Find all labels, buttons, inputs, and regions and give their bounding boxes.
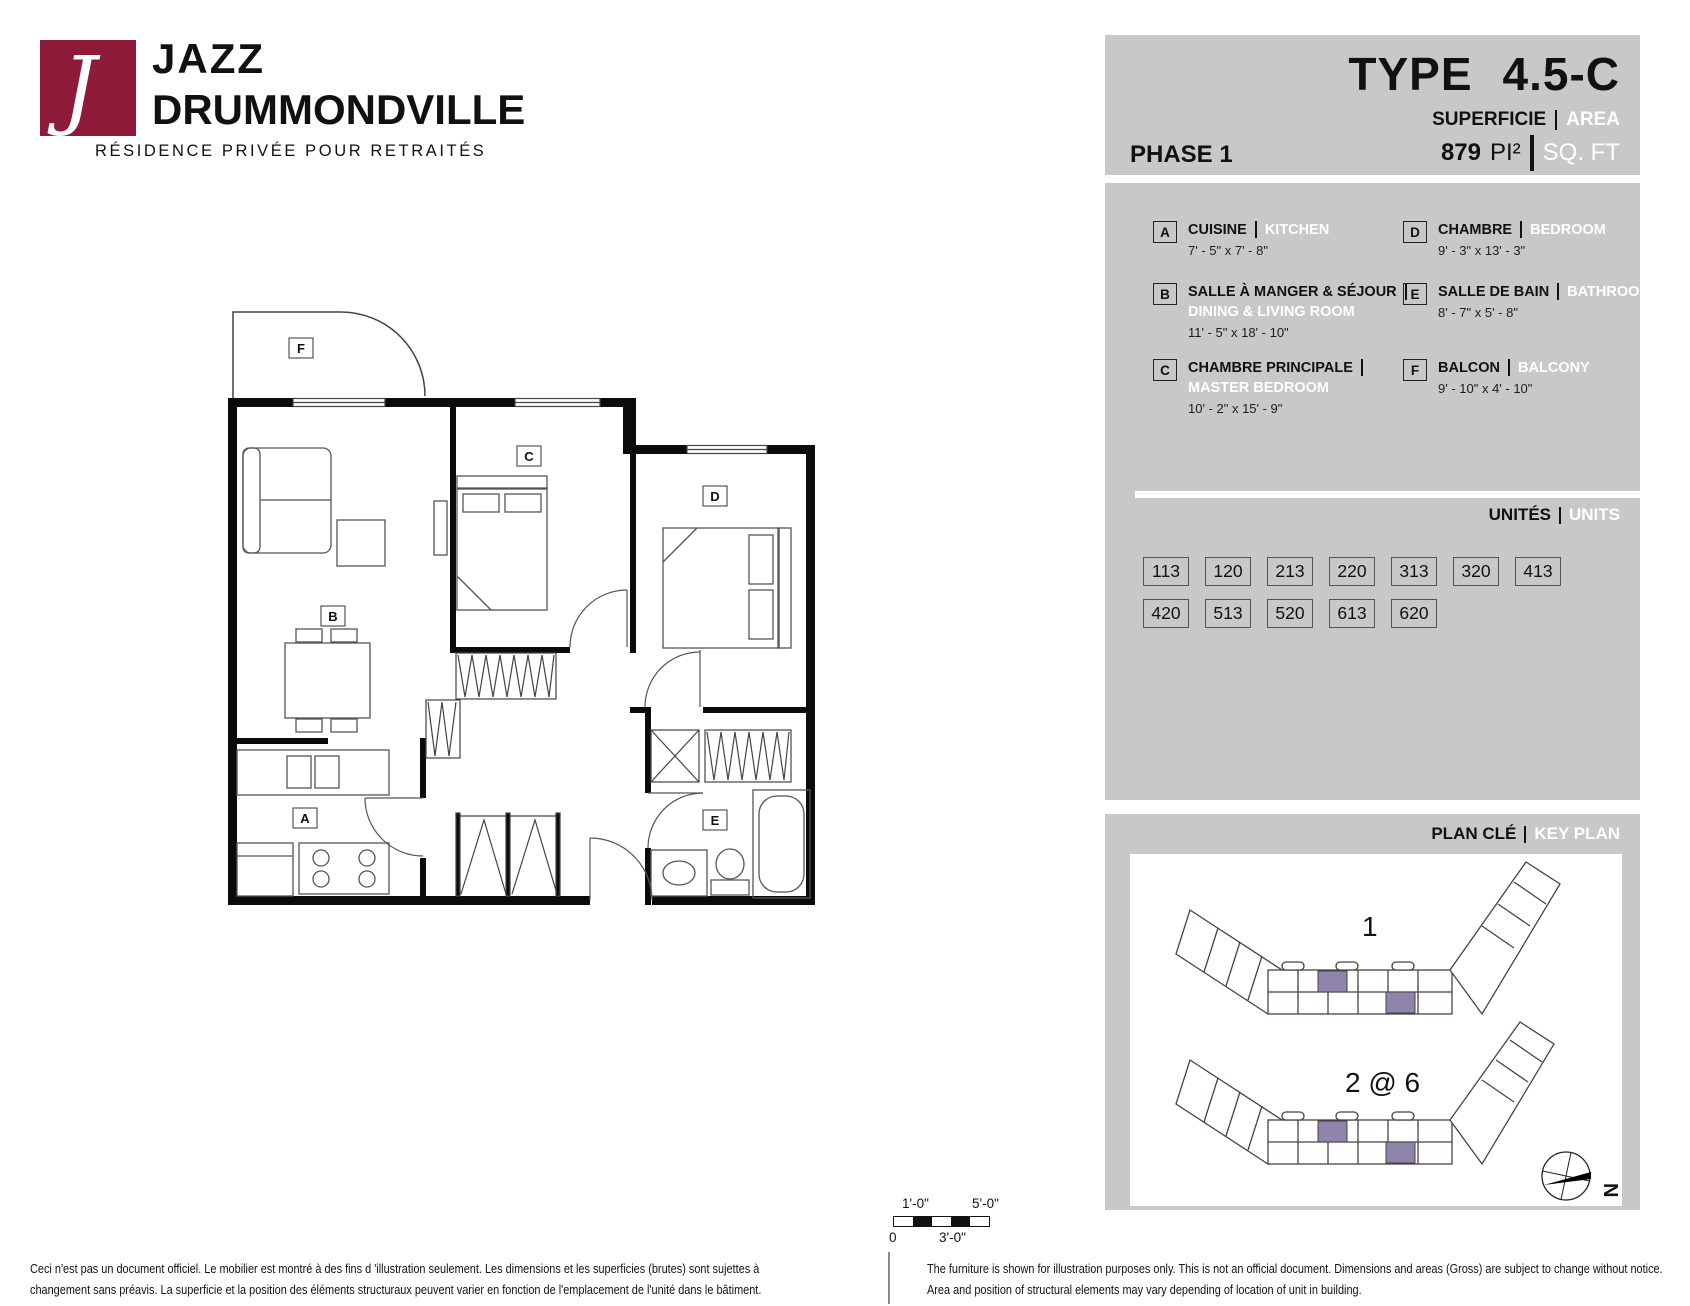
logo-name: [152, 35, 526, 133]
dining-table: [285, 643, 370, 718]
highlighted-unit: [1386, 1142, 1415, 1163]
units-title-fr: UNITÉS: [1488, 505, 1551, 524]
disclaimer-english-line1: The furniture is shown for illustration purposes only. This is not an official document. Dimensions and areas (Gross) are subject to change without notice.: [927, 1261, 1663, 1276]
header-panel: [1105, 35, 1640, 175]
unit-613: 613: [1329, 599, 1375, 628]
room-label-bedroom: D: [710, 489, 720, 504]
legend-item-bedroom: [1403, 221, 1606, 258]
logo-tagline: RÉSIDENCE PRIVÉE POUR RETRAITÉS: [95, 142, 487, 160]
separator-bar: [1255, 221, 1257, 238]
area-line: [1441, 135, 1620, 171]
room-label-master-bedroom: C: [524, 449, 534, 464]
room-labels: [289, 338, 727, 830]
room-label-kitchen: A: [300, 811, 310, 826]
room-label-bathroom: E: [710, 813, 720, 828]
building-1-label: 1: [1362, 911, 1378, 942]
legend-fr-kitchen: CUISINE: [1188, 221, 1247, 238]
separator-bar: [1555, 110, 1557, 130]
logo-name-line1: JAZZ: [152, 35, 265, 82]
scale-bar-strip: [893, 1216, 990, 1227]
area-value: 879: [1440, 139, 1481, 166]
legend-item-kitchen: [1153, 221, 1329, 258]
fridge: [237, 843, 293, 896]
keyplan-panel: [1105, 814, 1640, 1210]
keyplan-title: [1431, 824, 1620, 844]
unit-620: 620: [1391, 599, 1437, 628]
bed: [663, 528, 779, 648]
scale-label-1ft: 1'-0": [902, 1196, 929, 1211]
legend-item-bathroom: [1403, 283, 1651, 320]
keyplan-title-en: KEY PLAN: [1534, 824, 1620, 843]
legend-dims-bedroom: 9' - 3" x 13' - 3": [1438, 243, 1526, 258]
unit-213: 213: [1267, 557, 1313, 586]
area-unit-en: SQ. FT: [1542, 139, 1620, 166]
disclaimer-english-line2: Area and position of structural elements may vary depending of location of unit in building.: [927, 1282, 1362, 1297]
legend-panel: [1105, 183, 1652, 800]
tv-console: [434, 501, 447, 555]
logo-name-line2: DRUMMONDVILLE: [152, 86, 526, 133]
room-label-balcony: F: [297, 341, 305, 356]
disclaimer-french-line1: Ceci n'est pas un document officiel. Le mobilier est montré à des fins d 'illustration seulement. Les dimensions et les superficies (brutes) sont sujettes à: [30, 1261, 760, 1276]
logo-monogram-icon: [40, 40, 136, 136]
legend-en-dining-living: DINING & LIVING ROOM: [1188, 304, 1355, 320]
legend-dims-balcony: 9' - 10" x 4' - 10": [1438, 381, 1533, 396]
stove: [299, 843, 389, 894]
white-divider: [1135, 491, 1640, 498]
floor-plan-drawing: [225, 298, 820, 912]
legend-dims-dining-living: 11' - 5" x 18' - 10": [1188, 325, 1289, 340]
legend-key-f: F: [1403, 359, 1427, 381]
scale-label-0: 0: [889, 1230, 897, 1245]
legend-item-master-bedroom: [1153, 359, 1363, 416]
legend-item-dining-living: [1153, 283, 1407, 340]
separator-bar: [1557, 283, 1559, 300]
logo-monogram-letter: J: [62, 40, 97, 136]
superficie-line: [1432, 109, 1620, 131]
unit-413: 413: [1515, 557, 1561, 586]
legend-en-bedroom: BEDROOM: [1530, 221, 1606, 238]
legend-en-bathroom: BATHROOM: [1567, 283, 1652, 300]
toilet: [711, 880, 749, 895]
legend-dims-master-bedroom: 10' - 2" x 15' - 9": [1188, 401, 1283, 416]
legend-item-balcony: [1403, 359, 1590, 396]
legend-en-balcony: BALCONY: [1518, 359, 1590, 376]
phase-label: PHASE 1: [1130, 141, 1233, 168]
type-line: [1348, 47, 1620, 101]
keyplan-drawing-box: [1130, 854, 1622, 1206]
scale-bar: [880, 1196, 1020, 1248]
balcony-outline: [233, 312, 425, 398]
legend-key-e: E: [1403, 283, 1427, 305]
legend-en-kitchen: KITCHEN: [1264, 221, 1330, 238]
closets: [426, 653, 791, 896]
unit-520: 520: [1267, 599, 1313, 628]
separator-bar: [1524, 826, 1526, 843]
area-unit-fr: PI²: [1489, 139, 1521, 166]
legend-key-d: D: [1403, 221, 1427, 243]
logo: [40, 35, 526, 160]
legend-key-b: B: [1153, 283, 1177, 305]
legend-fr-balcony: BALCON: [1438, 359, 1501, 376]
legend-key-c: C: [1153, 359, 1177, 381]
separator-bar: [1559, 507, 1561, 524]
disclaimer-french-line2: changement sans préavis. La superficie et la position des éléments structuraux peuvent varier en fonction de l'emplacement de l'unité dans le bâtiment.: [30, 1282, 762, 1297]
highlighted-unit: [1318, 971, 1347, 992]
legend-fr-master-bedroom: CHAMBRE PRINCIPALE: [1188, 359, 1353, 376]
highlighted-unit: [1318, 1121, 1347, 1142]
separator-bar: [1361, 359, 1363, 376]
legend-fr-bathroom: SALLE DE BAIN: [1438, 283, 1550, 300]
separator-bar: [1530, 135, 1534, 171]
highlighted-unit: [1386, 992, 1415, 1013]
compass-icon: [1538, 1148, 1621, 1205]
type-label: TYPE: [1348, 48, 1473, 100]
superficie-label: SUPERFICIE: [1432, 109, 1547, 130]
windows: [293, 399, 767, 454]
keyplan-drawing: [1130, 854, 1622, 1206]
units-title-en: UNITS: [1569, 505, 1620, 524]
unit-513: 513: [1205, 599, 1251, 628]
bathtub: [753, 790, 810, 898]
unit-220: 220: [1329, 557, 1375, 586]
legend-en-master-bedroom: MASTER BEDROOM: [1188, 380, 1329, 396]
legend-fr-bedroom: CHAMBRE: [1438, 221, 1513, 238]
unit-313: 313: [1391, 557, 1437, 586]
door-swings: [365, 590, 703, 900]
area-label: AREA: [1566, 109, 1620, 130]
scale-label-5ft: 5'-0": [972, 1196, 999, 1211]
unit-420: 420: [1143, 599, 1189, 628]
unit-120: 120: [1205, 557, 1251, 586]
separator-bar: [1508, 359, 1510, 376]
keyplan-title-fr: PLAN CLÉ: [1431, 824, 1517, 843]
legend-dims-kitchen: 7' - 5" x 7' - 8": [1188, 243, 1268, 258]
legend-dims-bathroom: 8' - 7" x 5' - 8": [1438, 305, 1518, 320]
legend-key-a: A: [1153, 221, 1177, 243]
disclaimer-french: [30, 1258, 761, 1300]
room-label-living: B: [328, 609, 338, 624]
units-title: [1489, 505, 1620, 525]
coffee-table: [337, 520, 385, 566]
building-2-label: 2 @ 6: [1345, 1067, 1421, 1098]
type-value: 4.5-C: [1502, 48, 1620, 100]
master-bed: [457, 488, 547, 610]
unit-320: 320: [1453, 557, 1499, 586]
north-letter: N: [1599, 1183, 1621, 1198]
unit-113: 113: [1143, 557, 1189, 586]
legend-fr-dining-living: SALLE À MANGER & SÉJOUR: [1188, 283, 1397, 300]
separator-bar: [1520, 221, 1522, 238]
vanity: [651, 850, 707, 896]
kitchen-counter: [237, 750, 389, 795]
scale-label-3ft: 3'-0": [939, 1230, 966, 1245]
footer-divider: [888, 1252, 890, 1304]
disclaimer-english: [927, 1258, 1663, 1300]
